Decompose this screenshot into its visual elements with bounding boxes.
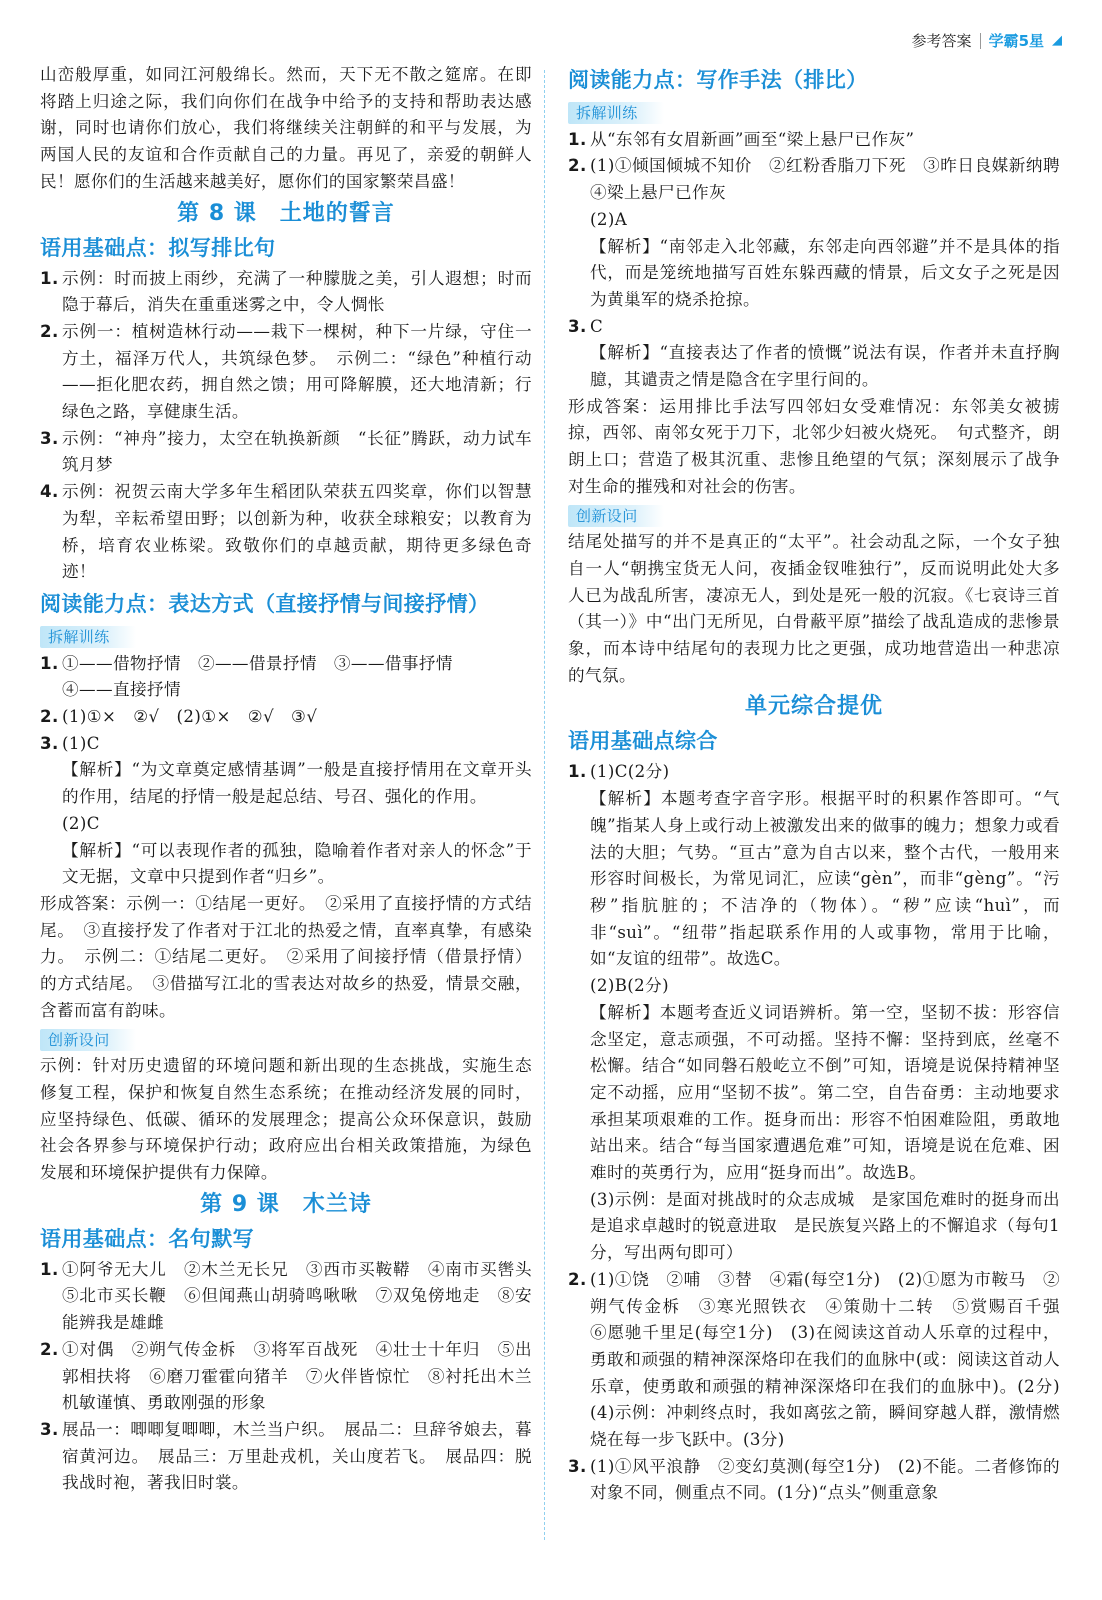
tag-innovation: 创新设问 (40, 1029, 136, 1051)
list-item: 1. 示例：时而披上雨纱，充满了一种朦胧之美，引人遐想；时而隐于幕后，消失在重重迷雾之中，令人惆怅 (40, 268, 532, 315)
list-item: 2. 示例一：植树造林行动——栽下一棵树，种下一片绿，守住一方土，福泽万代人，共筑绿色梦。 示例二：“绿色”种植行动——拒化肥农药，拥自然之馈；用可降解膜，还大地清新；行绿色之路，享健康生活。 (40, 321, 532, 422)
list-item: 2. ①对偶 ②朔气传金柝 ③将军百战死 ④壮士十年归 ⑤出郭相扶将 ⑥磨刀霍霍向猪羊 ⑦火伴皆惊忙 ⑧衬托出木兰机敏谨慎、勇敢刚强的形象 (40, 1339, 532, 1413)
innovation-answer: 结尾处描写的并不是真正的“太平”。社会动乱之际，一个女子独自一人“朝携宝货无人问，夜插金钗唯独行”，反而说明此处大多人已为战乱所害，凄凉无人，到处是死一般的沉寂。《七哀诗三首（其一）》中“出门无所见，白骨蔽平原”描绘了战乱造成的悲惨景象，而本诗中结尾句的表现力比之更强，成功地营造出一种悲凉的气氛。 (568, 532, 1060, 685)
page-header (912, 30, 1062, 51)
list-item: 1. (1)C(2分) (568, 762, 670, 782)
lesson-8-title: 第 8 课 土地的誓言 (177, 200, 395, 226)
list-item: 1. 从“东邻有女眉新画”画至“梁上悬尸已作灰” (568, 129, 915, 149)
list-item: 3. C (568, 316, 604, 336)
intro-paragraph: 山峦般厚重，如同江河般绵长。然而，天下无不散之筵席。在即将踏上归途之际，我们向你们在战争中给予的支持和帮助表达感谢，同时也请你们放心，我们将继续关注朝鲜的和平与发展，为两国人民的友谊和合作贡献自己的力量。再见了，亲爱的朝鲜人民！愿你们的生活越来越美好，愿你们的国家繁荣昌盛！ (40, 65, 532, 191)
lesson-9-title: 第 9 课 木兰诗 (200, 1191, 372, 1217)
sub-answer: (2)C (62, 813, 100, 833)
tag-innovation: 创新设问 (568, 505, 664, 527)
analysis-text: 【解析】“南邻走入北邻藏，东邻走向西邻避”并不是具体的指代，而是笼统地描写百姓东躲西藏的情景，后文女子之死是因为黄巢军的烧杀抢掠。 (590, 236, 1060, 309)
sub-answer: (3)示例：是面对挑战时的众志成城 是家国危难时的挺身而出 是追求卓越时的锐意进取 是民族复兴路上的不懈追求（每句1分，写出两句即可） (590, 1189, 1077, 1263)
list-item: 1. ①——借物抒情 ②——借景抒情 ③——借事抒情 (40, 653, 453, 673)
brand-wing-icon: ◢ (1052, 33, 1062, 48)
sub-answer: (2)A (590, 209, 628, 229)
analysis-text: 【解析】“直接表达了作者的愤慨”说法有误，作者并未直抒胸臆，其谴责之情是隐含在字里行间的。 (590, 343, 1060, 390)
section-l9-basic: 语用基础点：名句默写 (40, 1226, 254, 1251)
list-item: 3. 展品一：唧唧复唧唧，木兰当户织。 展品二：旦辞爷娘去，暮宿黄河边。 展品三：万里赴戎机，关山度若飞。 展品四：脱我战时袍，著我旧时裳。 (40, 1419, 532, 1493)
list-item-continued: ④——直接抒情 (62, 680, 181, 700)
section-writing-technique: 阅读能力点：写作手法（排比） (568, 68, 868, 92)
innovation-answer: 示例：针对历史遗留的环境问题和新出现的生态挑战，实施生态修复工程，保护和恢复自然生态系统；在推动经济发展的同时，应坚持绿色、低碳、循环的发展理念；提高公众环保意识，鼓励社会各界参与环境保护行动；政府应出台相关政策措施，为绿色发展和环境保护提供有力保障。 (40, 1056, 532, 1183)
section-basic-comprehensive: 语用基础点综合 (568, 729, 718, 754)
left-column (40, 62, 549, 1552)
list-item: 3. (1)①风平浪静 ②变幻莫测(每空1分) (2)不能。二者修饰的对象不同，侧重点不同。(1分)“点头”侧重意象 (568, 1456, 1060, 1503)
header-answers-label: 参考答案 (911, 32, 972, 50)
list-item: 3. (1)C (40, 733, 100, 753)
formed-answer: 形成答案：运用排比手法写四邻妇女受难情况：东邻美女被掳掠，西邻、南邻女死于刀下，北邻少妇被火烧死。 句式整齐，朗朗上口；营造了极其沉重、悲惨且绝望的气氛；深刻展示了战争对生命的摧残和对社会的伤害。 (568, 396, 1060, 496)
list-item: 1. ①阿爷无大儿 ②木兰无长兄 ③西市买鞍鞯 ④南市买辔头 ⑤北市买长鞭 ⑥但闻燕山胡骑鸣啾啾 ⑦双兔傍地走 ⑧安能辨我是雄雌 (40, 1259, 549, 1333)
header-brand: 学霸5星 (988, 32, 1044, 50)
formed-answer: 形成答案：示例一：①结尾一更好。 ②采用了直接抒情的方式结尾。 ③直接抒发了作者对于江北的热爱之情，直率真挚，有感染力。 示例二：①结尾二更好。 ②采用了间接抒情（借景抒情）的方式结尾。 ③借描写江北的雪表达对故乡的热爱，情景交融，含蓄而富有韵味。 (40, 893, 532, 1020)
analysis-text: 【解析】本题考查近义词语辨析。第一空，坚韧不拔：形容信念坚定，意志顽强，不可动摇。坚持不懈：坚持到底，丝毫不松懈。结合“如同磐石般屹立不倒”可知，语境是说保持精神坚定不动摇，应用“坚韧不拔”。第二空，自告奋勇：主动地要求承担某项艰难的工作。挺身而出：形容不怕困难险阻，勇敢地站出来。结合“每当国家遭遇危难”可知，语境是说在危难、困难时的英勇行为，应用“挺身而出”。故选B。 (590, 1002, 1060, 1183)
list-item: 4. 示例：祝贺云南大学多年生稻团队荣获五四奖章，你们以智慧为犁，辛耘希望田野；以创新为种，收获全球粮安；以教育为桥，培育农业栋梁。致敬你们的卓越贡献，期待更多绿色奇迹！ (40, 482, 532, 582)
sub-answer: (2)B(2分) (590, 976, 669, 996)
list-item: 2. (1)①× ②√ (2)①× ②√ ③√ (40, 707, 318, 727)
list-item: 3. 示例：“神舟”接力，太空在轨换新颜 “长征”腾跃，动力试车筑月梦 (40, 428, 532, 475)
right-column (568, 62, 1077, 1552)
list-item: 2. (1)①饶 ②哺 ③替 ④霜(每空1分) (2)①愿为市鞍马 ②朔气传金柝 ③寒光照铁衣 ④策勋十二转 ⑤赏赐百千强 ⑥愿驰千里足(每空1分) (3)在阅读这首动人乐章的过程中，勇敢和顽强的精神深深烙印在我们的血脉中(或：阅读这首动人乐章，使勇敢和顽强的精神深深烙印在我们的血脉中)。(2分) (4)示例：冲刺终点时，我如离弦之箭，瞬间穿越人群，激情燃烧在每一步飞跃中。(3分) (568, 1269, 1077, 1450)
section-reading-expression: 阅读能力点：表达方式（直接抒情与间接抒情） (40, 591, 490, 616)
tag-breakdown-training: 拆解训练 (40, 626, 136, 648)
section-l8-basic: 语用基础点：拟写排比句 (40, 235, 276, 260)
analysis-text: 【解析】“可以表现作者的孤独，隐喻着作者对亲人的怀念”于文无据，文章中只提到作者“归乡”。 (62, 840, 532, 887)
analysis-text: 【解析】“为文章奠定感情基调”一般是直接抒情用在文章开头的作用，结尾的抒情一般是起总结、号召、强化的作用。 (62, 760, 532, 807)
header-divider (980, 33, 981, 49)
analysis-text: 【解析】本题考查字音字形。根据平时的积累作答即可。“气魄”指某人身上或行动上被激发出来的做事的魄力；想象力或看法的大胆；气势。“亘古”意为自古以来，整个古代，一般用来形容时间极长，为常见词汇，应读“gèn”，而非“gèng”。“污秽”指肮脏的；不洁净的（物体）。“秽”应读“huì”，而非“suì”。“纽带”指起联系作用的人或事物，常用于比喻，如“友谊的纽带”。故选C。 (590, 789, 1060, 969)
column-divider (544, 70, 545, 1540)
unit-review-title: 单元综合提优 (744, 694, 883, 720)
list-item: 2. (1)①倾国倾城不知价 ②红粉香脂刀下死 ③昨日良媒新纳聘 ④梁上悬尸已作灰 (568, 156, 1077, 203)
tag-breakdown-training: 拆解训练 (568, 102, 664, 124)
